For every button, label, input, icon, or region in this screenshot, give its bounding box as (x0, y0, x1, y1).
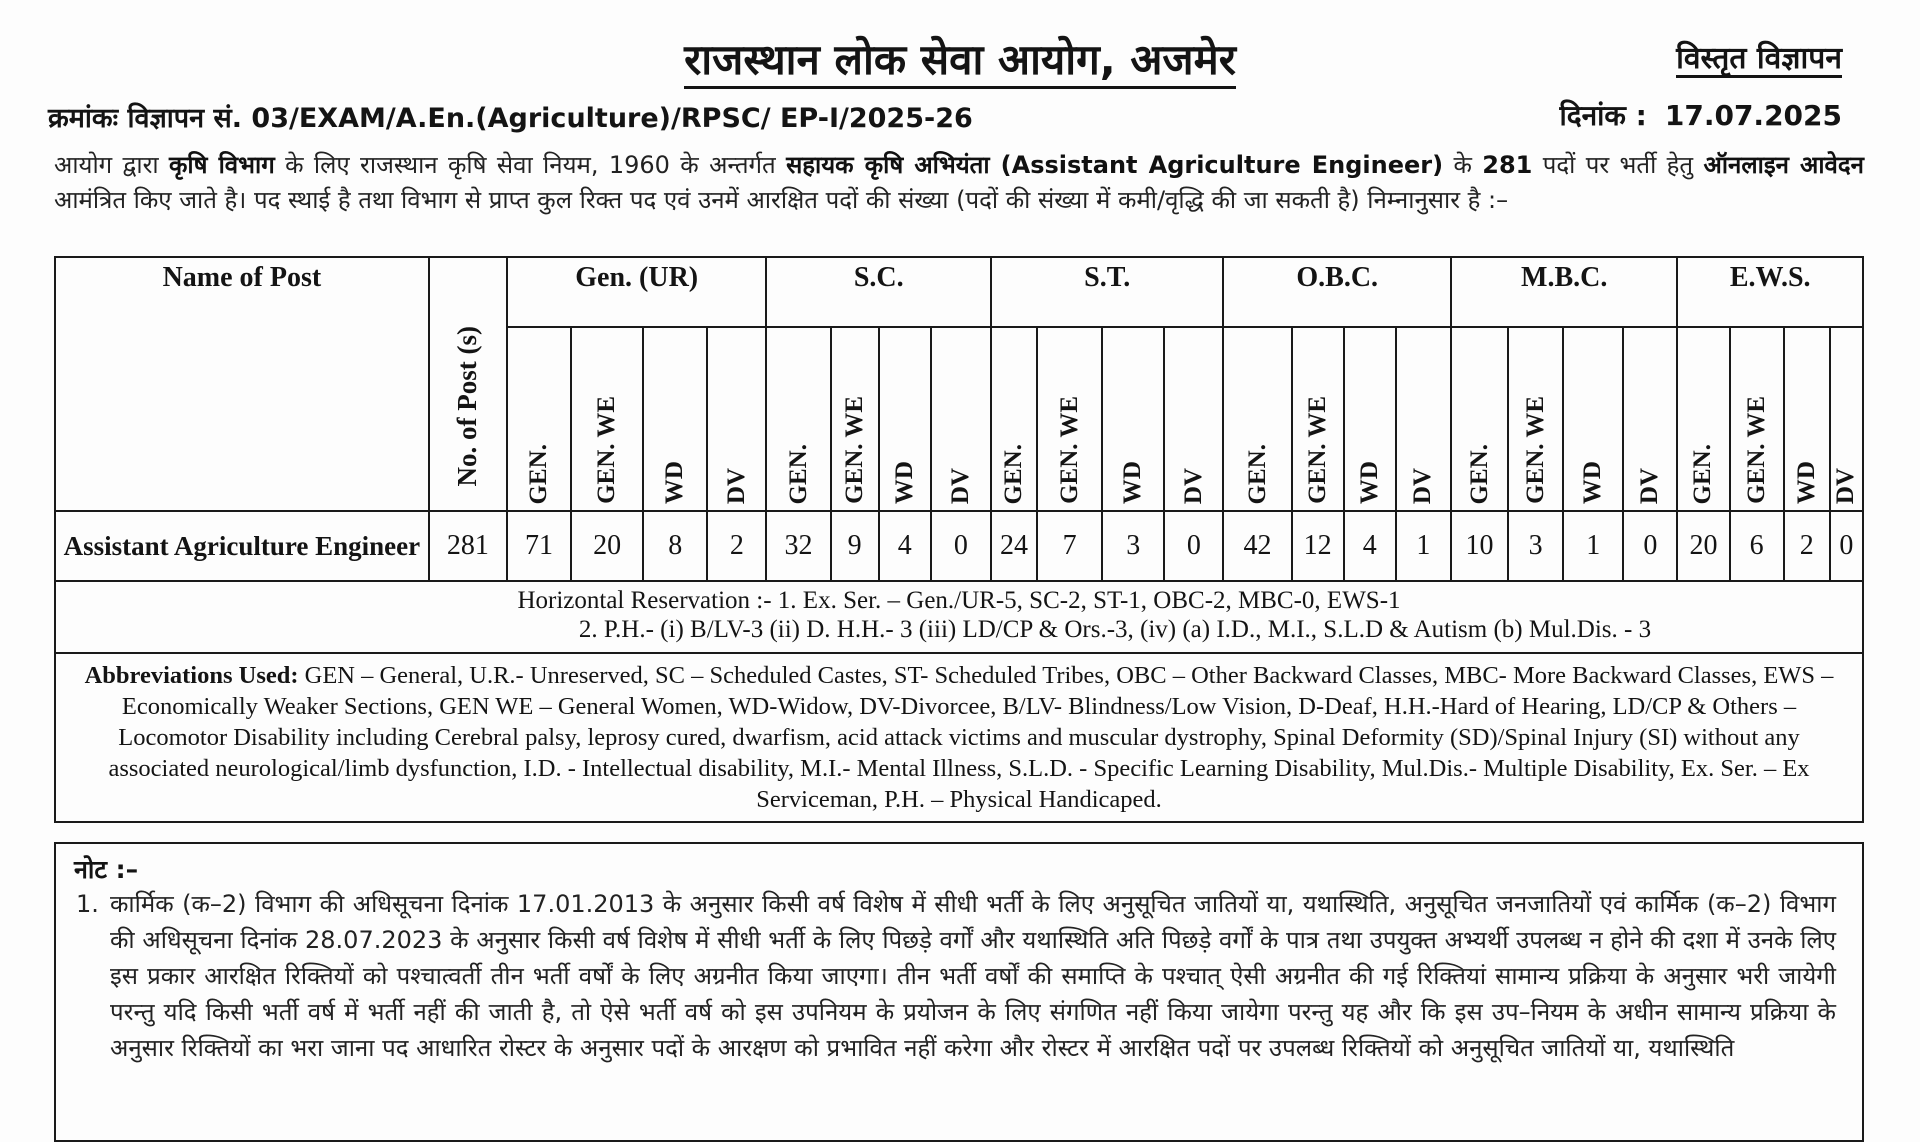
intro-text: के (1443, 151, 1483, 179)
subheader-gen-we: GEN. WE (593, 396, 621, 504)
intro-text: आयोग द्वारा (54, 151, 169, 179)
intro-dept: कृषि विभाग (168, 151, 275, 179)
value-cell: 20 (571, 511, 643, 581)
subheader-gen: GEN. (525, 443, 553, 504)
subheader-gen: GEN. (1465, 443, 1493, 504)
value-cell: 0 (1830, 511, 1863, 581)
subheader-cell (1830, 327, 1863, 511)
category-header-st: S.T. (991, 257, 1224, 327)
horizontal-reservation-row (55, 581, 1863, 653)
note-box (54, 842, 1864, 1142)
subheader-cell (1223, 327, 1291, 511)
subheader-cell (1164, 327, 1223, 511)
intro-paragraph (54, 148, 1864, 218)
intro-text: आमंत्रित किए जाते है। पद स्थाई है तथा विभाग से प्राप्त कुल रिक्त पद एवं उनमें आरक्षित पदों की संख्या (पदों की संख्या में कमी/वृद्धि की जा सकती है) निम्नानुसार है :– (54, 186, 1509, 214)
subheader-gen: GEN. (1243, 443, 1271, 504)
subheader-cell (831, 327, 879, 511)
category-header-sc: S.C. (766, 257, 991, 327)
reservation-table (54, 256, 1864, 823)
value-cell: 1 (1563, 511, 1623, 581)
category-header-mbc: M.B.C. (1451, 257, 1677, 327)
ref-label: क्रमांकः विज्ञापन सं. (48, 103, 242, 134)
ref-number: 03/EXAM/A.En.(Agriculture)/RPSC/ EP-I/2025-26 (251, 103, 973, 134)
subheader-gen-we: GEN. WE (1742, 396, 1770, 504)
value-cell: 10 (1451, 511, 1508, 581)
subheader-wd: WD (1355, 460, 1383, 504)
value-cell: 24 (991, 511, 1037, 581)
subheader-dv: DV (1636, 467, 1664, 504)
date-label: दिनांक : (1559, 99, 1647, 132)
value-cell: 4 (1344, 511, 1396, 581)
abbreviations-text: GEN – General, U.R.- Unreserved, SC – Scheduled Castes, ST- Scheduled Tribes, OBC – Other Backward Classes, MBC- More Backward Classes, EWS – Economically Weaker Sections, GEN WE – General Women, WD-Widow, DV-Divorcee, B/LV- Blindness/Low Vision, D-Deaf, H.H.-Hard of Hearing, LD/CP & Others – Locomotor Disability including Cerebral palsy, leprosy cured, dwarfism, acid attack victims and muscular dystrophy, Spinal Deformity (SD)/Spinal Injury (SI) without any associated neurological/limb dysfunction, I.D. - Intellectual disability, M.I.- Mental Illness, S.L.D. - Specific Learning Disability, Mul.Dis.- Multiple Disability, Ex. Ser. – Ex Serviceman, P.H. – Physical Handicaped. (108, 662, 1834, 813)
value-cell: 2 (1784, 511, 1830, 581)
subheader-cell (1451, 327, 1508, 511)
subheader-dv: DV (1409, 467, 1437, 504)
subheader-cell (1677, 327, 1729, 511)
horizontal-line-1: Horizontal Reservation :- 1. Ex. Ser. – Gen./UR-5, SC-2, ST-1, OBC-2, MBC-0, EWS-1 (517, 587, 1401, 614)
date-value: 17.07.2025 (1664, 99, 1842, 132)
value-cell: 7 (1037, 511, 1102, 581)
abbreviations-row (55, 653, 1863, 822)
subheader-cell (1563, 327, 1623, 511)
subheader-wd: WD (1119, 460, 1147, 504)
subheader-gen: GEN. (1000, 443, 1028, 504)
value-cell: 3 (1102, 511, 1164, 581)
no-of-post-header-cell (429, 257, 507, 511)
subheader-gen: GEN. (784, 443, 812, 504)
value-cell: 6 (1730, 511, 1784, 581)
intro-text: के लिए राजस्थान कृषि सेवा नियम, 1960 के अन्तर्गत (274, 151, 787, 179)
subheader-cell (1344, 327, 1396, 511)
subheader-cell (766, 327, 830, 511)
no-of-post-header: No. of Post (s) (452, 325, 483, 486)
value-cell: 12 (1292, 511, 1344, 581)
subheader-dv: DV (946, 467, 974, 504)
subheader-cell (571, 327, 643, 511)
intro-online: ऑनलाइन आवेदन (1703, 151, 1864, 179)
page-title (0, 30, 1920, 87)
category-header-ews: E.W.S. (1677, 257, 1863, 327)
abbreviations-label: Abbreviations Used: (84, 662, 299, 689)
date-line (1559, 96, 1842, 134)
subheader-cell (1623, 327, 1677, 511)
subheader-wd: WD (1792, 460, 1820, 504)
category-header-obc: O.B.C. (1223, 257, 1450, 327)
subheader-wd: WD (1579, 460, 1607, 504)
subheader-cell (1102, 327, 1164, 511)
category-header-gen: Gen. (UR) (507, 257, 767, 327)
subheader-cell (1292, 327, 1344, 511)
subheader-cell (1037, 327, 1102, 511)
value-cell: 8 (643, 511, 707, 581)
post-name-header: Name of Post (55, 257, 429, 511)
value-cell: 0 (931, 511, 991, 581)
note-heading: नोट :– (74, 855, 139, 884)
value-cell: 32 (766, 511, 830, 581)
subheader-dv: DV (722, 467, 750, 504)
subheader-gen: GEN. (1689, 443, 1717, 504)
value-cell: 2 (707, 511, 766, 581)
value-cell: 3 (1508, 511, 1563, 581)
horizontal-reservation-cell (55, 581, 1863, 653)
note-item-number: 1. (76, 890, 99, 918)
value-cell: 0 (1164, 511, 1223, 581)
commission-name: राजस्थान लोक सेवा आयोग, अजमेर (684, 35, 1236, 89)
subheader-dv: DV (1832, 467, 1860, 504)
value-cell: 4 (879, 511, 931, 581)
intro-count: 281 (1482, 151, 1533, 179)
total-posts-cell: 281 (429, 511, 507, 581)
subheader-cell (1396, 327, 1451, 511)
value-cell: 71 (507, 511, 571, 581)
intro-text: पदों पर भर्ती हेतु (1532, 151, 1704, 179)
horizontal-line-2: 2. P.H.- (i) B/LV-3 (ii) D. H.H.- 3 (iii) LD/CP & Ors.-3, (iv) (a) I.D., M.I., S.L.D & Autism (b) Mul.Dis. - 3 (578, 616, 1652, 643)
note-item-text: कार्मिक (क–2) विभाग की अधिसूचना दिनांक 17.01.2013 के अनुसार किसी वर्ष विशेष में सीधी भर्ती के लिए अनुसूचित जातियों या, यथास्थिति, अनुसूचित जनजातियों एवं कार्मिक (क–2) विभाग की अधिसूचना दिनांक 28.07.2023 के अनुसार किसी वर्ष विशेष में सीधी भर्ती के लिए पिछड़े वर्गों और यथास्थिति अति पिछड़े वर्गों के पात्र तथा उपयुक्त अभ्यर्थी उपलब्ध न होने की दशा में उनके लिए इस प्रकार आरक्षित रिक्तियों को पश्चात्वर्ती तीन भर्ती वर्षों के लिए अग्रनीत किया जाएगा। तीन भर्ती वर्षों की समाप्ति के पश्चात् ऐसी अग्रनीत की गई रिक्तियां सामान्य प्रक्रिया के अनुसार भरी जायेगी परन्तु यदि किसी भर्ती वर्ष में भर्ती नहीं की जाती है, तो ऐसे भर्ती वर्ष को इस उपनियम के प्रयोजन के लिए संगणित नहीं किया जायेगा परन्तु यह और कि इस उप–नियम के अधीन सामान्य प्रक्रिया के अनुसार रिक्तियों का भरा जाना पद आधारित रोस्टर के अनुसार पदों के आरक्षण को प्रभावित नहीं करेगा और रोस्टर में आरक्षित पदों पर उपलब्ध रिक्तियों को अनुसूचित जातियों या, यथास्थिति (110, 890, 1836, 1062)
note-item (76, 886, 1836, 1066)
subheader-gen-we: GEN. WE (1055, 396, 1083, 504)
subheader-wd: WD (890, 460, 918, 504)
subheader-cell (1730, 327, 1784, 511)
subheader-cell (1784, 327, 1830, 511)
subheader-cell (931, 327, 991, 511)
subheader-cell (991, 327, 1037, 511)
ad-type-label: विस्तृत विज्ञापन (1676, 41, 1842, 76)
subheader-gen-we: GEN. WE (1521, 396, 1549, 504)
reference-line (48, 98, 973, 135)
subheader-cell (879, 327, 931, 511)
subheader-cell (1508, 327, 1563, 511)
value-cell: 20 (1677, 511, 1729, 581)
value-cell: 42 (1223, 511, 1291, 581)
subheader-cell (507, 327, 571, 511)
subheader-cell (707, 327, 766, 511)
subheader-wd: WD (661, 460, 689, 504)
value-cell: 9 (831, 511, 879, 581)
intro-post: सहायक कृषि अभियंता (Assistant Agriculture Engineer) (786, 151, 1444, 179)
subheader-gen-we: GEN. WE (1303, 396, 1331, 504)
subheader-gen-we: GEN. WE (840, 396, 868, 504)
subheader-cell (643, 327, 707, 511)
value-cell: 1 (1396, 511, 1451, 581)
value-cell: 0 (1623, 511, 1677, 581)
abbreviations-cell (55, 653, 1863, 822)
subheader-dv: DV (1179, 467, 1207, 504)
table-row (55, 511, 1863, 581)
post-name-cell: Assistant Agriculture Engineer (55, 511, 429, 581)
